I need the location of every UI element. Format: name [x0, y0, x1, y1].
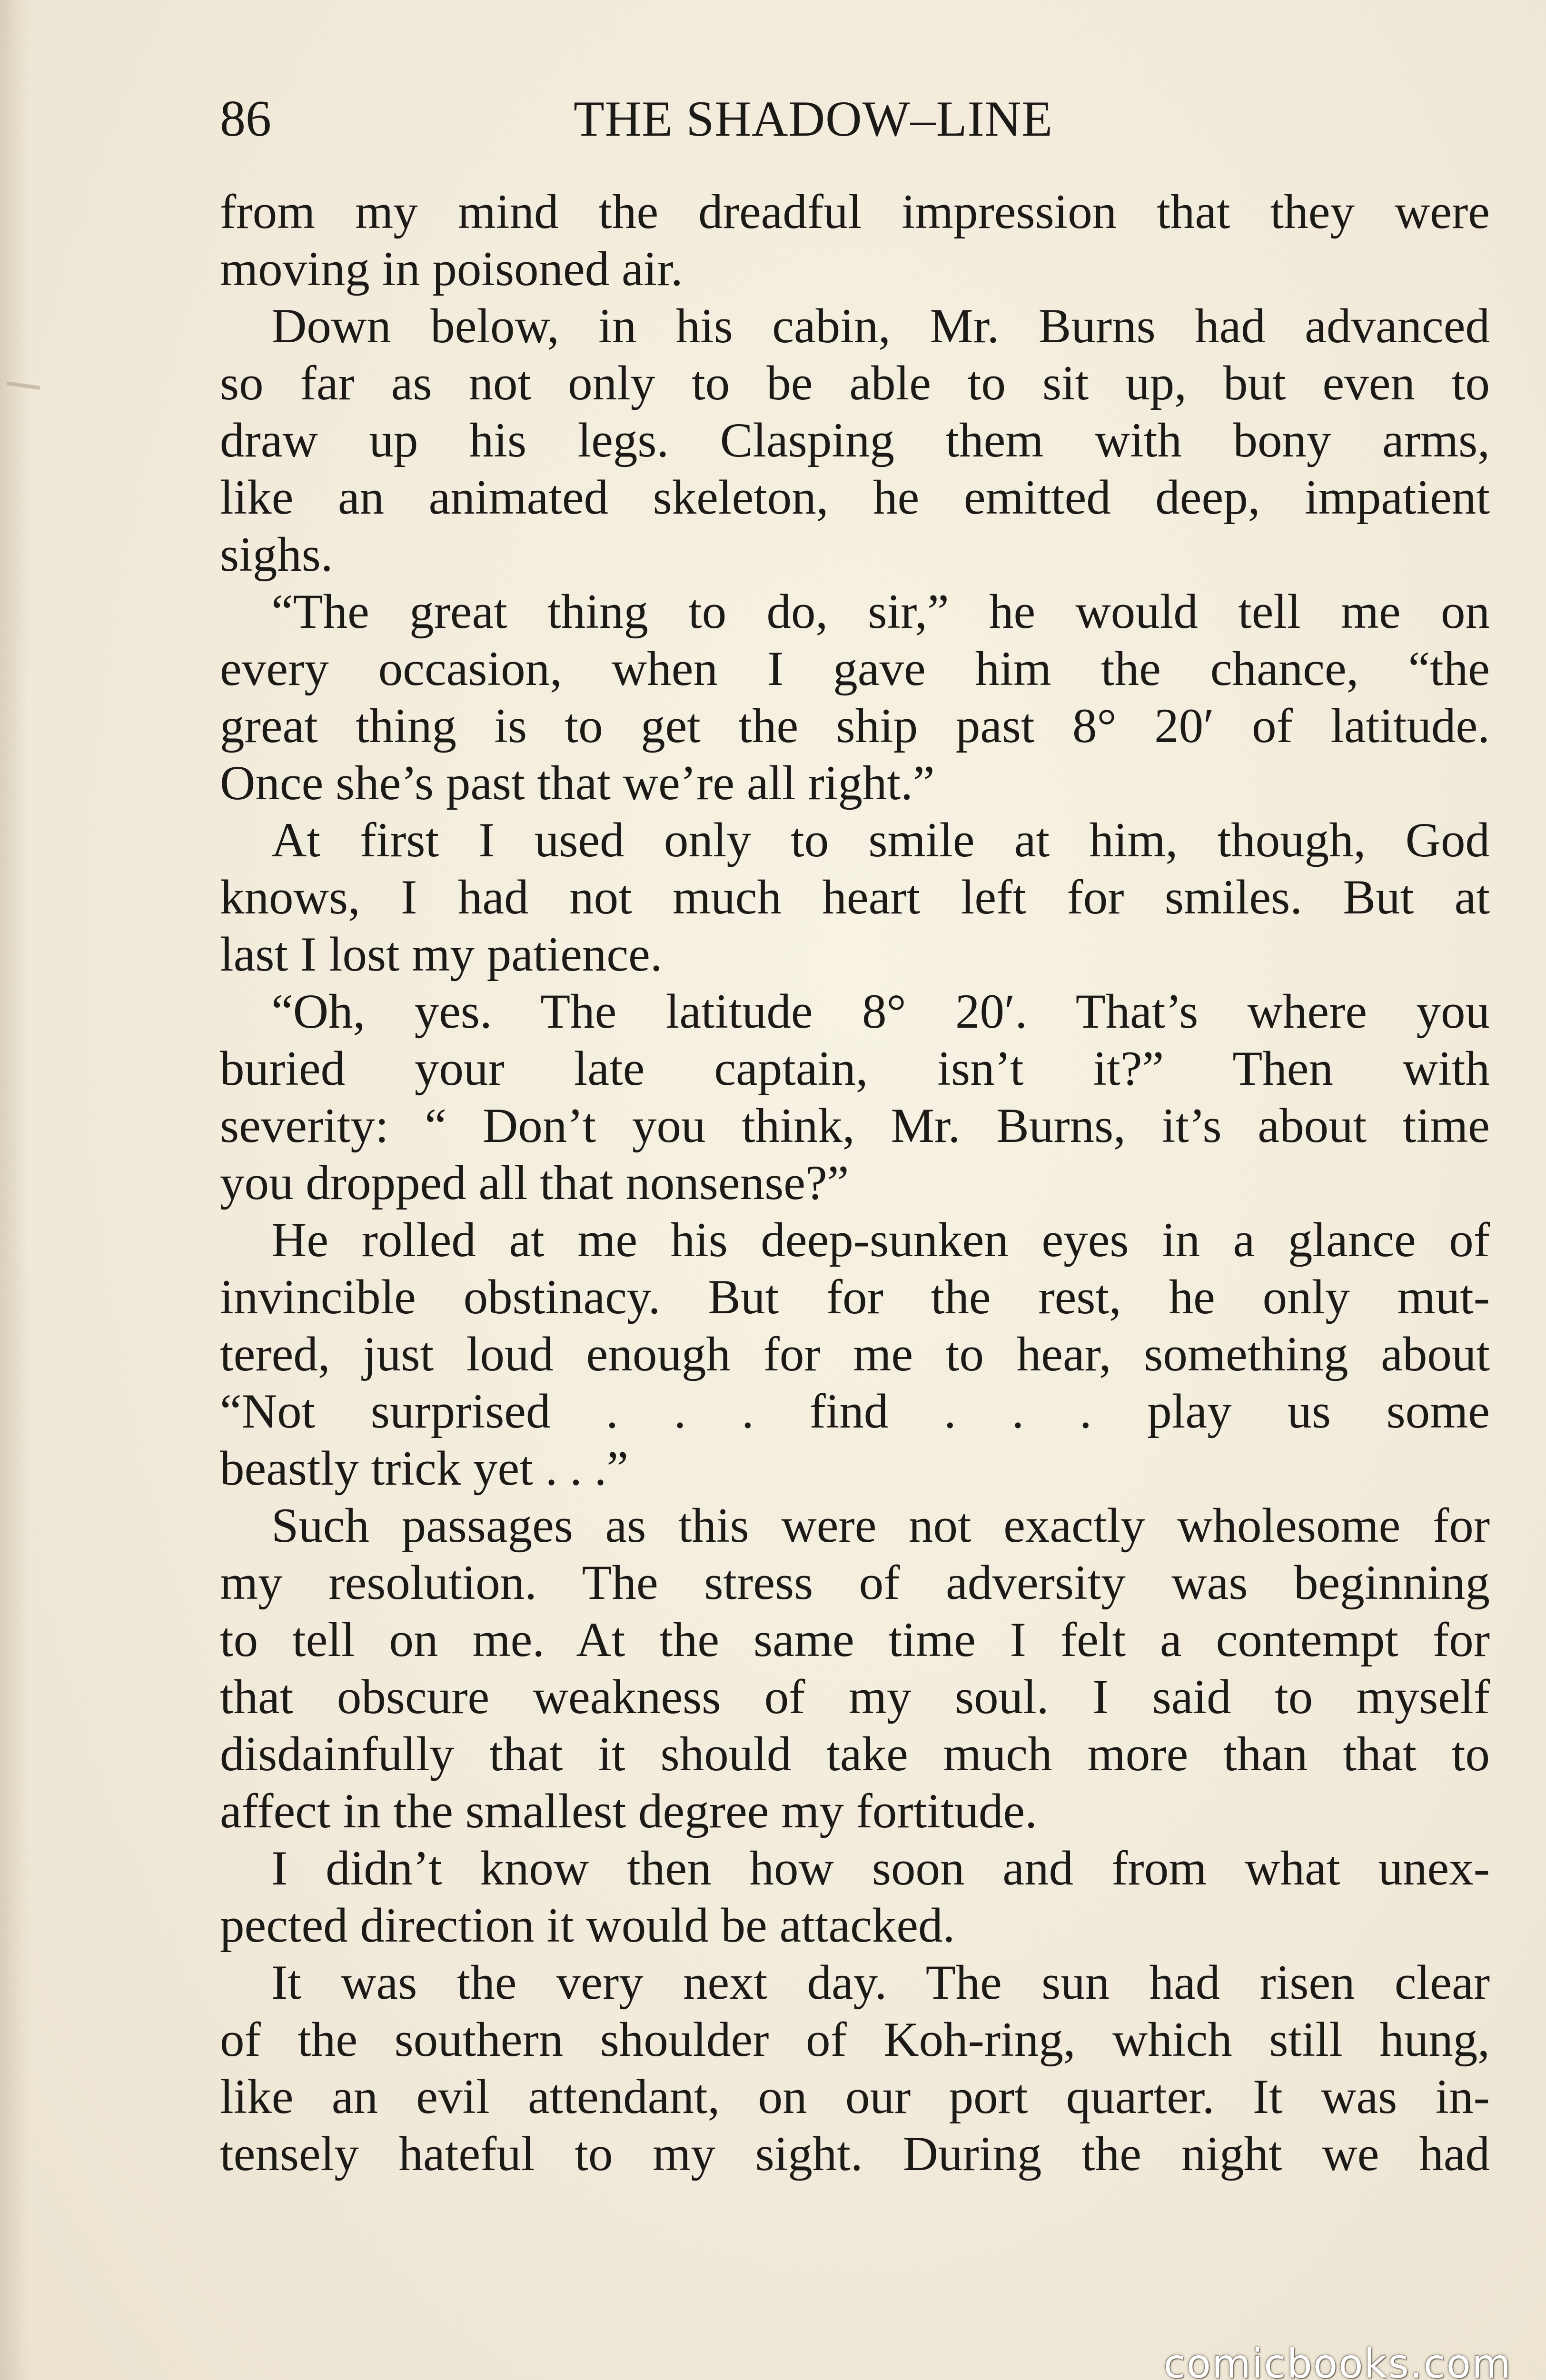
- text-line: last I lost my patience.: [220, 927, 663, 982]
- text-line: every occasion, when I gave him the chance, “the: [220, 642, 1490, 696]
- page-number: 86: [220, 90, 271, 147]
- text-line: my resolution. The stress of adversity was beginning: [220, 1556, 1490, 1610]
- text-line: that obscure weakness of my soul. I said to myself: [220, 1670, 1490, 1724]
- running-head: [220, 86, 1490, 152]
- text-line: Down below, in his cabin, Mr. Burns had advanced: [271, 299, 1490, 353]
- text-line: like an animated skeleton, he emitted deep, impatient: [220, 470, 1490, 525]
- watermark: comicbooks.com: [1163, 2340, 1512, 2380]
- text-line: sighs.: [220, 527, 333, 582]
- text-line: knows, I had not much heart left for smiles. But at: [220, 870, 1490, 924]
- text-line: great thing is to get the ship past 8° 20′ of latitude.: [220, 699, 1490, 753]
- text-line: tensely hateful to my sight. During the night we had: [220, 2127, 1490, 2181]
- text-line: so far as not only to be able to sit up, but even to: [220, 356, 1490, 410]
- text-line: I didn’t know then how soon and from what unex-: [271, 1841, 1490, 1895]
- text-line: moving in poisoned air.: [220, 242, 683, 296]
- text-line: Once she’s past that we’re all right.”: [220, 756, 935, 810]
- text-line: like an evil attendant, on our port quarter. It was in-: [220, 2070, 1490, 2124]
- text-line: “Oh, yes. The latitude 8° 20′. That’s where you: [271, 984, 1490, 1039]
- text-line: Such passages as this were not exactly wholesome for: [271, 1498, 1490, 1553]
- running-title: THE SHADOW–LINE: [574, 91, 1053, 147]
- text-line: buried your late captain, isn’t it?” Then with: [220, 1041, 1490, 1096]
- text-line: you dropped all that nonsense?”: [220, 1156, 849, 1210]
- body-text: [220, 183, 1490, 2182]
- text-line: from my mind the dreadful impression that they were: [220, 185, 1490, 239]
- text-line: invincible obstinacy. But for the rest, he only mut-: [220, 1270, 1490, 1324]
- text-line: pected direction it would be attacked.: [220, 1898, 955, 1953]
- text-line: affect in the smallest degree my fortitude.: [220, 1784, 1038, 1838]
- text-line: At first I used only to smile at him, though, God: [271, 813, 1490, 867]
- text-line: of the southern shoulder of Koh-ring, which still hung,: [220, 2013, 1490, 2067]
- text-line: severity: “ Don’t you think, Mr. Burns, it’s about time: [220, 1099, 1490, 1153]
- text-line: It was the very next day. The sun had risen clear: [271, 1955, 1490, 2010]
- text-line: draw up his legs. Clasping them with bony arms,: [220, 413, 1490, 467]
- text-line: “The great thing to do, sir,” he would tell me on: [271, 585, 1490, 639]
- text-line: disdainfully that it should take much more than that to: [220, 1727, 1490, 1781]
- binding-shadow: [0, 0, 29, 2380]
- text-line: to tell on me. At the same time I felt a contempt for: [220, 1613, 1490, 1667]
- text-line: tered, just loud enough for me to hear, something about: [220, 1327, 1490, 1381]
- text-line: beastly trick yet . . .”: [220, 1441, 629, 1496]
- text-line: He rolled at me his deep-sunken eyes in a glance of: [271, 1213, 1490, 1267]
- text-line: “Not surprised . . . find . . . play us some: [220, 1384, 1490, 1438]
